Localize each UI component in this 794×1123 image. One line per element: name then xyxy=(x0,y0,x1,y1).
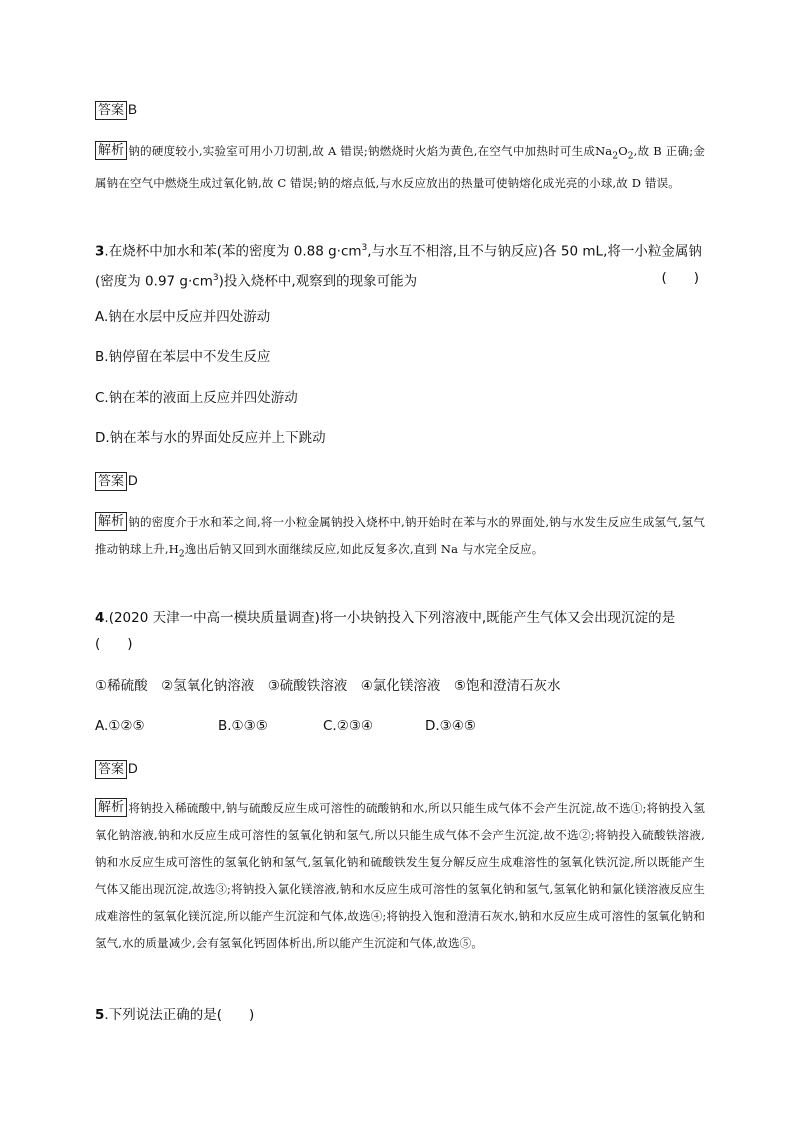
explanation-text-3: 与水完全反应。 xyxy=(458,542,544,556)
explanation-q2 xyxy=(95,138,705,197)
question-4 xyxy=(95,605,705,657)
option-b: B.钠停留在苯层中不发生反应 xyxy=(95,349,271,365)
question-text-1: .在烧杯中加水和苯(苯的密度为 0.88 g·cm xyxy=(104,243,362,260)
option-a: A.①②⑤ xyxy=(95,718,145,734)
answer-line-q2 xyxy=(95,99,705,120)
answer-tag: 答案 xyxy=(95,472,127,491)
answer-line-q4 xyxy=(95,758,705,779)
answer-value: D xyxy=(128,473,138,488)
answer-paren: ( ) xyxy=(661,269,699,286)
formula-na: Na xyxy=(595,144,613,158)
option-a: A.钠在水层中反应并四处游动 xyxy=(95,309,271,325)
option-d: D.③④⑤ xyxy=(425,718,476,734)
explanation-text: 将钠投入稀硫酸中,钠与硫酸反应生成可溶性的硫酸钠和水,所以只能生成气体不会产生沉淀,故不选①;将钠投入氢氧化钠溶液,钠和水反应生成可溶性的氢氧化钠和氢气,所以只能生成气体不会产生沉淀,故不选②;将钠投入硫酸铁溶液,钠和水反应生成可溶性的氢氧化钠和氢气,氢氧化钠和硫酸铁发生复分解反应生成难溶性的氢氧化铁沉淀,所以既能产生气体又能出现沉淀,故选③;将钠投入氯化镁溶液,钠和水反应生成可溶性的氢氧化钠和氢气,氢氧化钠和氯化镁溶液反应生成难溶性的氢氧化镁沉淀,所以能产生沉淀和气体,故选④;将钠投入饱和澄清石灰水,钠和水反应生成可溶性的氢氧化钠和氢气,水的质量减少,会有氢氧化钙固体析出,所以能产生沉淀和气体,故选⑤。 xyxy=(95,801,705,950)
question-text-2: ,与水互不相溶,且不与钠反应)各 50 mL,将一小粒金属钠(密度为 0.97 g·cm xyxy=(95,243,702,289)
explanation-q4 xyxy=(95,795,705,957)
formula-sub: 2 xyxy=(178,549,185,560)
explanation-tag: 解析 xyxy=(95,512,127,531)
explanation-tag: 解析 xyxy=(95,141,127,160)
explanation-text-1: 钠的密度介于水和苯之间,将一小粒金属钠投入烧杯中,钠开始时在苯与水的界面处,钠与水发生反应生成氢气,氢气推动钠球上升, xyxy=(95,515,705,556)
answer-value: D xyxy=(128,761,138,776)
solution-items: ①稀硫酸 ②氢氧化钠溶液 ③硫酸铁溶液 ④氯化镁溶液 ⑤饱和澄清石灰水 xyxy=(95,678,561,694)
question-3 xyxy=(95,235,705,294)
superscript: 3 xyxy=(361,243,368,253)
question-number: 3 xyxy=(95,243,105,260)
answer-tag: 答案 xyxy=(95,101,127,120)
answer-paren: ( ) xyxy=(95,636,133,652)
option-c: C.②③④ xyxy=(323,718,374,734)
explanation-q3 xyxy=(95,509,705,568)
answer-tag: 答案 xyxy=(95,760,127,779)
options-row xyxy=(95,716,705,736)
formula-sub: 2 xyxy=(627,151,634,162)
superscript: 3 xyxy=(212,272,219,283)
question-text-3: )投入烧杯中,观察到的现象可能为 xyxy=(218,273,418,289)
option-d: D.钠在苯与水的界面处反应并上下跳动 xyxy=(95,430,326,446)
option-b: B.①③⑤ xyxy=(218,718,268,734)
question-number: 4 xyxy=(95,610,105,626)
answer-line-q3 xyxy=(95,470,705,491)
question-5 xyxy=(95,1002,705,1028)
formula-h: H xyxy=(168,542,179,556)
formula-sub: 2 xyxy=(612,151,619,162)
explanation-text-1: 钠的硬度较小,实验室可用小刀切割,故 A 错误;钠燃烧时火焰为黄色,在空气中加热时可生成 xyxy=(128,144,596,158)
option-c: C.钠在苯的液面上反应并四处游动 xyxy=(95,390,298,406)
question-text: .下列说法正确的是( ) xyxy=(104,1007,255,1023)
explanation-text-2: 逸出后钠又回到水面继续反应,如此反复多次,直到 xyxy=(184,542,441,556)
formula-o: O xyxy=(618,144,628,158)
explanation-tag: 解析 xyxy=(95,798,127,817)
explanation-text-2: ,故 B 正确;金属钠在空气中燃烧生成过氧化钠,故 C 错误;钠的熔点低,与水反应放出的热量可使钠熔化成光亮的小球,故 D 错误。 xyxy=(95,144,705,191)
formula-na: Na xyxy=(440,542,459,556)
answer-value: B xyxy=(128,102,138,117)
question-text: .(2020 天津一中高一模块质量调查)将一小块钠投入下列溶液中,既能产生气体又会出现沉淀的是 xyxy=(104,610,676,626)
question-number: 5 xyxy=(95,1007,105,1023)
